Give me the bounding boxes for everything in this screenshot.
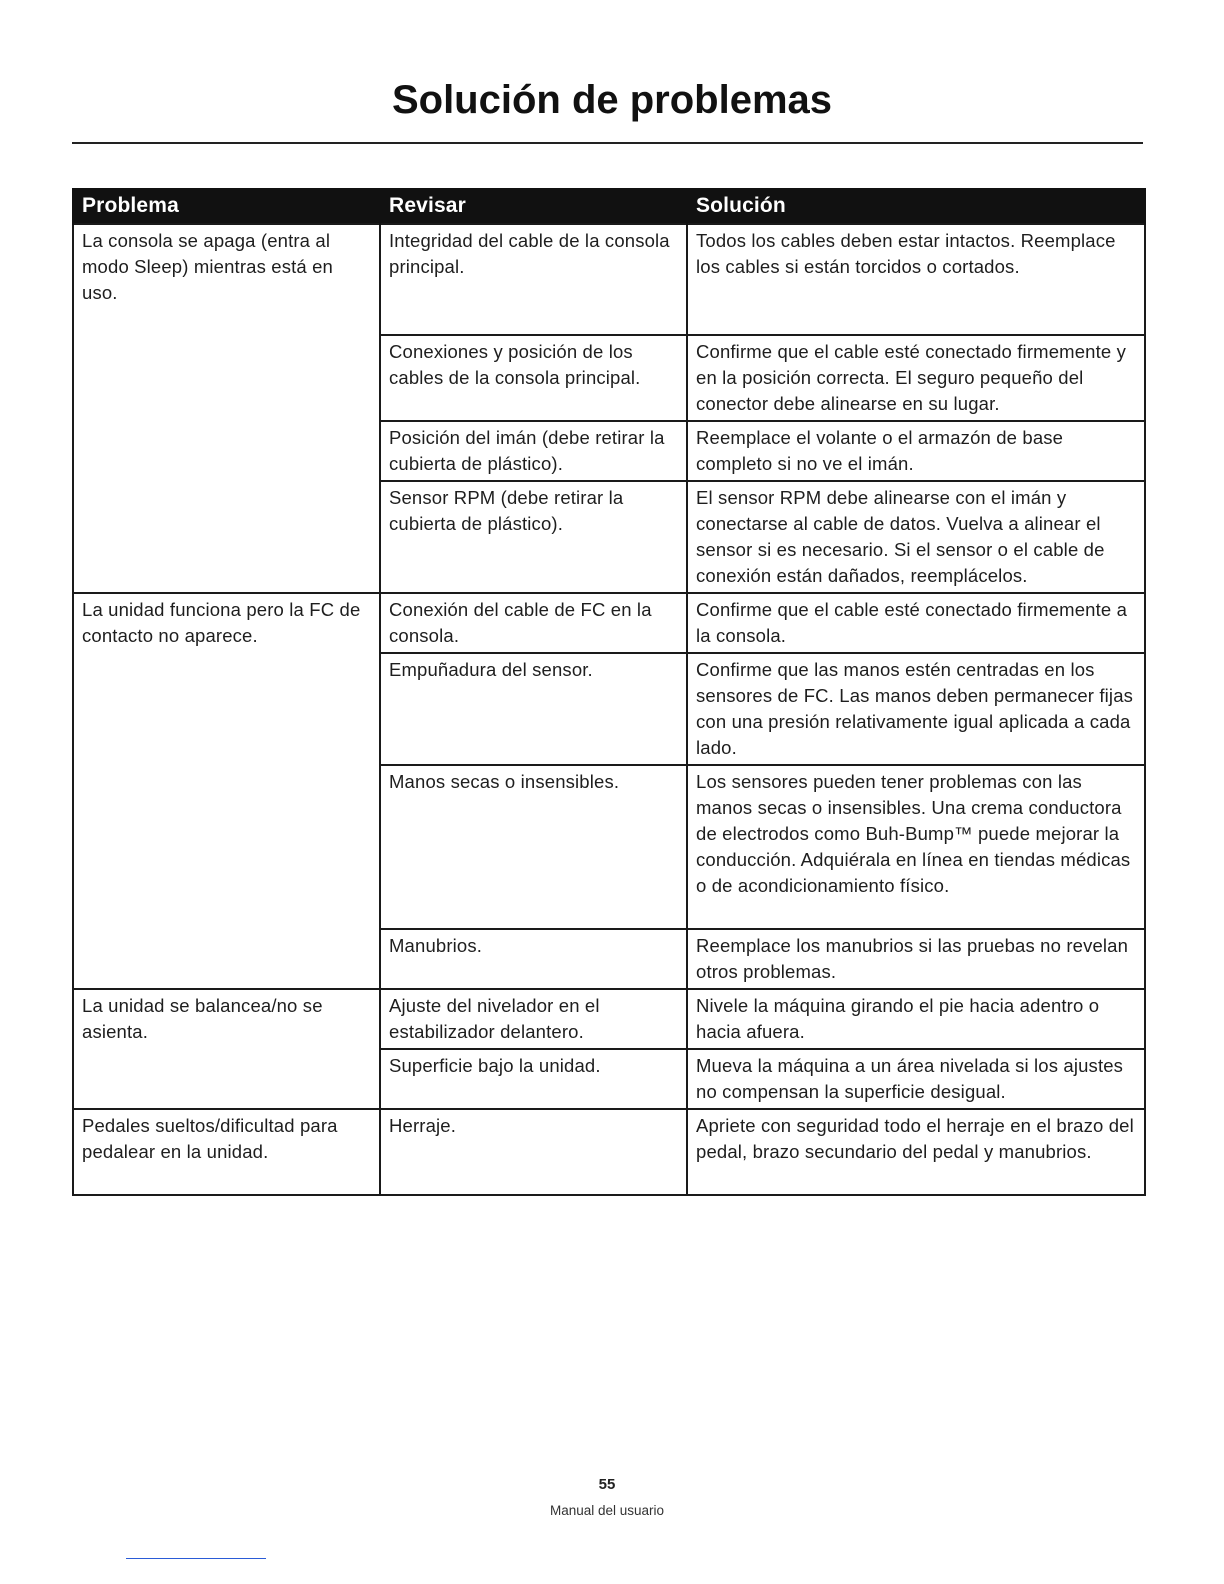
- table-row: [73, 1109, 1145, 1195]
- check-cell: Manos secas o insensibles.: [380, 765, 687, 929]
- solution-cell: Reemplace los manubrios si las pruebas no revelan otros problemas.: [687, 929, 1145, 989]
- solution-cell: Confirme que el cable esté conectado firmemente y en la posición correcta. El seguro pequeño del conector debe alinearse en su lugar.: [687, 335, 1145, 421]
- solution-cell: El sensor RPM debe alinearse con el imán y conectarse al cable de datos. Vuelva a alinear el sensor si es necesario. Si el sensor o el cable de conexión están dañados, reemplácelos.: [687, 481, 1145, 593]
- footer-manual-label: Manual del usuario: [549, 1503, 665, 1518]
- check-cell: Empuñadura del sensor.: [380, 653, 687, 765]
- solution-cell: Mueva la máquina a un área nivelada si los ajustes no compensan la superficie desigual.: [687, 1049, 1145, 1109]
- table-row: [73, 224, 1145, 335]
- header-check: Revisar: [380, 188, 687, 224]
- header-problem: Problema: [73, 188, 380, 224]
- table-header-row: [73, 188, 1145, 224]
- check-cell: Posición del imán (debe retirar la cubierta de plástico).: [380, 421, 687, 481]
- solution-cell: Reemplace el volante o el armazón de base completo si no ve el imán.: [687, 421, 1145, 481]
- table-row: [73, 989, 1145, 1049]
- problem-cell: Pedales sueltos/dificultad para pedalear en la unidad.: [73, 1109, 380, 1195]
- header-solution: Solución: [687, 188, 1145, 224]
- check-cell: Sensor RPM (debe retirar la cubierta de plástico).: [380, 481, 687, 593]
- problem-cell: La unidad funciona pero la FC de contacto no aparece.: [73, 593, 380, 989]
- solution-cell: Confirme que las manos estén centradas en los sensores de FC. Las manos deben permanecer fijas con una presión relativamente igual aplicada a cada lado.: [687, 653, 1145, 765]
- solution-cell: Los sensores pueden tener problemas con las manos secas o insensibles. Una crema conductora de electrodos como Buh-Bump™ puede mejorar la conducción. Adquiérala en línea en tiendas médicas o de acondicionamiento físico.: [687, 765, 1145, 929]
- check-cell: Conexión del cable de FC en la consola.: [380, 593, 687, 653]
- bottom-link-underline: [126, 1558, 266, 1559]
- solution-cell: Todos los cables deben estar intactos. Reemplace los cables si están torcidos o cortados.: [687, 224, 1145, 335]
- check-cell: Superficie bajo la unidad.: [380, 1049, 687, 1109]
- solution-cell: Confirme que el cable esté conectado firmemente a la consola.: [687, 593, 1145, 653]
- page-title: Solución de problemas: [391, 78, 833, 122]
- check-cell: Ajuste del nivelador en el estabilizador delantero.: [380, 989, 687, 1049]
- check-cell: Conexiones y posición de los cables de la consola principal.: [380, 335, 687, 421]
- check-cell: Herraje.: [380, 1109, 687, 1195]
- check-cell: Integridad del cable de la consola principal.: [380, 224, 687, 335]
- problem-cell: La unidad se balancea/no se asienta.: [73, 989, 380, 1109]
- problem-cell: La consola se apaga (entra al modo Sleep) mientras está en uso.: [73, 224, 380, 593]
- page-number: 55: [598, 1476, 616, 1493]
- troubleshooting-table: [72, 188, 1146, 1196]
- title-divider: [72, 142, 1143, 144]
- check-cell: Manubrios.: [380, 929, 687, 989]
- solution-cell: Apriete con seguridad todo el herraje en el brazo del pedal, brazo secundario del pedal y manubrios.: [687, 1109, 1145, 1195]
- table-row: [73, 593, 1145, 653]
- solution-cell: Nivele la máquina girando el pie hacia adentro o hacia afuera.: [687, 989, 1145, 1049]
